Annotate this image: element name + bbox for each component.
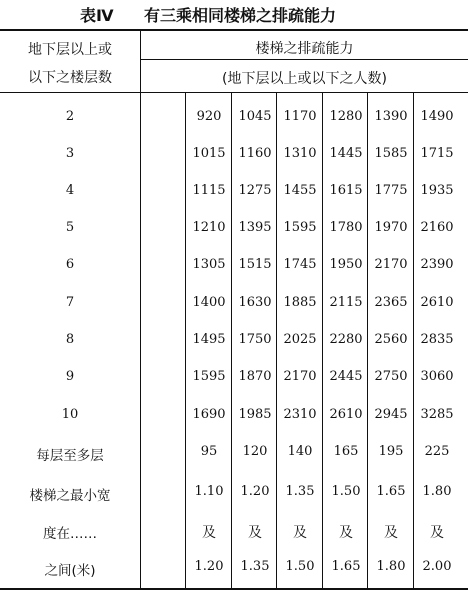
row-label: 5 — [65, 220, 75, 235]
table-cell: 1935 — [420, 183, 454, 198]
table-cell: 120 — [242, 444, 268, 459]
table-cell: 1.10 — [194, 484, 224, 499]
table-cell: 1455 — [283, 183, 317, 198]
table-cell: 1400 — [192, 295, 226, 310]
capacity-header: 楼梯之排疏能力 — [255, 41, 354, 57]
table-cell: 1.20 — [240, 484, 270, 499]
floors-header-line1: 地下层以上或 — [28, 42, 112, 58]
table-cell: 及 — [384, 525, 398, 541]
table-cell: 1015 — [192, 146, 226, 161]
table-cell: 1045 — [238, 109, 272, 124]
table-cell: 1870 — [238, 369, 272, 384]
table-cell: 1495 — [192, 332, 226, 347]
table-cell: 225 — [424, 444, 450, 459]
table-cell: 1280 — [329, 109, 363, 124]
top-rule — [0, 29, 468, 31]
table-cell: 及 — [430, 525, 444, 541]
table-cell: 2310 — [283, 407, 317, 422]
table-cell: 2750 — [374, 369, 408, 384]
table-cell: 1.50 — [331, 484, 361, 499]
table-cell: 2115 — [329, 295, 363, 310]
row-label: 4 — [65, 183, 75, 198]
table-cell: 1950 — [329, 257, 363, 272]
table-cell: 1490 — [420, 109, 454, 124]
row-label: 之间(米) — [44, 563, 96, 579]
table-cell: 1445 — [329, 146, 363, 161]
table-cell: 1390 — [374, 109, 408, 124]
table-cell: 1.35 — [285, 484, 315, 499]
table-cell: 1690 — [192, 407, 226, 422]
table-cell: 1595 — [283, 220, 317, 235]
table-cell: 3060 — [420, 369, 454, 384]
row-label: 6 — [65, 257, 75, 272]
row-label: 7 — [65, 295, 75, 310]
table-cell: 1170 — [283, 109, 317, 124]
table-cell: 1775 — [374, 183, 408, 198]
table-cell: 2170 — [374, 257, 408, 272]
table-cell: 1745 — [283, 257, 317, 272]
table-cell: 1310 — [283, 146, 317, 161]
table-cell: 1305 — [192, 257, 226, 272]
table-cell: 2.00 — [422, 559, 452, 574]
row-label: 3 — [65, 146, 75, 161]
header-bottom-rule — [0, 92, 468, 93]
table-cell: 2280 — [329, 332, 363, 347]
table-cell: 1715 — [420, 146, 454, 161]
table-title — [0, 0, 468, 26]
floors-header-line2: 以下之楼层数 — [28, 70, 112, 86]
table-cell: 2610 — [420, 295, 454, 310]
table-cell: 1595 — [192, 369, 226, 384]
table-cell: 1970 — [374, 220, 408, 235]
table-cell: 1750 — [238, 332, 272, 347]
table-cell: 2160 — [420, 220, 454, 235]
row-label: 9 — [65, 369, 75, 384]
table-cell: 1.65 — [376, 484, 406, 499]
table-cell: 2445 — [329, 369, 363, 384]
table-cell: 1275 — [238, 183, 272, 198]
header-inner-rule — [141, 59, 468, 60]
table-number: 表Ⅳ — [80, 6, 114, 25]
capacity-table — [0, 29, 468, 590]
table-cell: 2610 — [329, 407, 363, 422]
table-cell: 1630 — [238, 295, 272, 310]
table-cell: 1395 — [238, 220, 272, 235]
table-cell: 2560 — [374, 332, 408, 347]
table-cell: 3285 — [420, 407, 454, 422]
row-label: 每层至多层 — [36, 448, 104, 464]
table-cell: 165 — [333, 444, 359, 459]
row-label: 10 — [61, 407, 79, 422]
table-cell: 2835 — [420, 332, 454, 347]
table-cell: 2170 — [283, 369, 317, 384]
row-label: 2 — [65, 109, 75, 124]
table-cell: 2390 — [420, 257, 454, 272]
row-label: 楼梯之最小宽 — [29, 488, 111, 504]
table-cell: 1985 — [238, 407, 272, 422]
label-column-rule — [140, 29, 141, 590]
table-cell: 及 — [293, 525, 307, 541]
table-cell: 2945 — [374, 407, 408, 422]
table-caption: 有三乘相同楼梯之排疏能力 — [144, 6, 337, 25]
table-cell: 及 — [339, 525, 353, 541]
row-label: 8 — [65, 332, 75, 347]
table-cell: 1210 — [192, 220, 226, 235]
table-cell: 1615 — [329, 183, 363, 198]
table-cell: 95 — [200, 444, 218, 459]
table-cell: 及 — [202, 525, 216, 541]
table-cell: 2025 — [283, 332, 317, 347]
table-cell: 1.80 — [422, 484, 452, 499]
table-cell: 1780 — [329, 220, 363, 235]
table-cell: 1.80 — [376, 559, 406, 574]
table-cell: 2365 — [374, 295, 408, 310]
table-cell: 1885 — [283, 295, 317, 310]
capacity-subheader: (地下层以上或以下之人数) — [222, 71, 387, 87]
row-label: 度在…… — [43, 526, 97, 542]
table-cell: 920 — [196, 109, 222, 124]
table-cell: 195 — [378, 444, 404, 459]
table-cell: 1.65 — [331, 559, 361, 574]
table-cell: 1585 — [374, 146, 408, 161]
table-cell: 140 — [287, 444, 313, 459]
table-cell: 1.20 — [194, 559, 224, 574]
table-cell: 1515 — [238, 257, 272, 272]
table-cell: 1160 — [238, 146, 272, 161]
table-cell: 1115 — [192, 183, 226, 198]
table-cell: 1.35 — [240, 559, 270, 574]
table-cell: 1.50 — [285, 559, 315, 574]
table-cell: 及 — [248, 525, 262, 541]
